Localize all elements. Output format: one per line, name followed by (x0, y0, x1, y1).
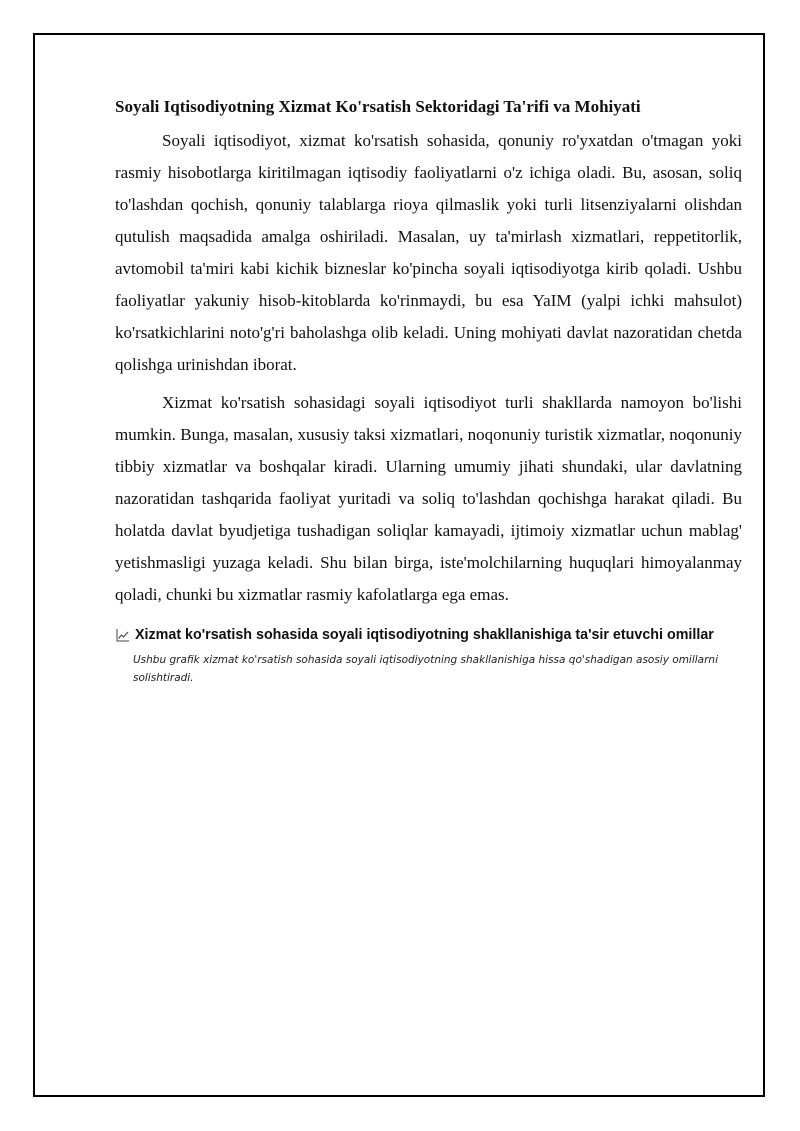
section-heading: Soyali Iqtisodiyotning Xizmat Ko'rsatish Sektoridagi Ta'rifi va Mohiyati (115, 97, 641, 116)
document-body (115, 95, 742, 687)
paragraph-forms: Xizmat ko'rsatish sohasidagi soyali iqtisodiyot turli shakllarda namoyon bo'lishi mumkin. Bunga, masalan, xususiy taksi xizmatlari, noqonuniy turistik xizmatlar, noqonuniy tibbiy xizmatlar va boshqalar kiradi. Ularning umumiy jihati shundaki, ular davlatning nazoratidan tashqarida faoliyat yuritadi va soliq to'lashdan qochishga harakat qiladi. Bu holatda davlat byudjetiga tushadigan soliqlar kamayadi, ijtimoiy xizmatlar uchun mablag' yetishmasligi yuzaga keladi. Shu bilan birga, iste'molchilarning huquqlari himoyalanmay qoladi, chunki bu xizmatlar rasmiy kafolatlarga ega emas. (115, 393, 742, 604)
chart-line-icon (115, 627, 131, 643)
chart-caption (115, 625, 742, 645)
chart-description: Ushbu grafik xizmat ko'rsatish sohasida soyali iqtisodiyotning shakllanishiga hissa qo'shadigan asosiy omillarni solishtiradi. (133, 654, 719, 684)
chart-title: Xizmat ko'rsatish sohasida soyali iqtisodiyotning shakllanishiga ta'sir etuvchi omillar (135, 627, 714, 643)
paragraph-definition: Soyali iqtisodiyot, xizmat ko'rsatish sohasida, qonuniy ro'yxatdan o'tmagan yoki rasmiy hisobotlarga kiritilmagan iqtisodiy faoliyatlarni o'z ichiga oladi. Bu, asosan, soliq to'lashdan qochish, qonuniy talablarga rioya qilmaslik yoki turli litsenziyalarni olishdan qutulish maqsadida amalga oshiriladi. Masalan, uy ta'mirlash xizmatlari, reppetitorlik, avtomobil ta'miri kabi kichik bizneslar ko'pincha soyali iqtisodiyotga kirib qoladi. Ushbu faoliyatlar yakuniy hisob-kitoblarda ko'rinmaydi, bu esa YaIM (yalpi ichki mahsulot) ko'rsatkichlarini noto'g'ri baholashga olib keladi. Uning mohiyati davlat nazoratidan chetda qolishga urinishdan iborat. (115, 131, 742, 374)
